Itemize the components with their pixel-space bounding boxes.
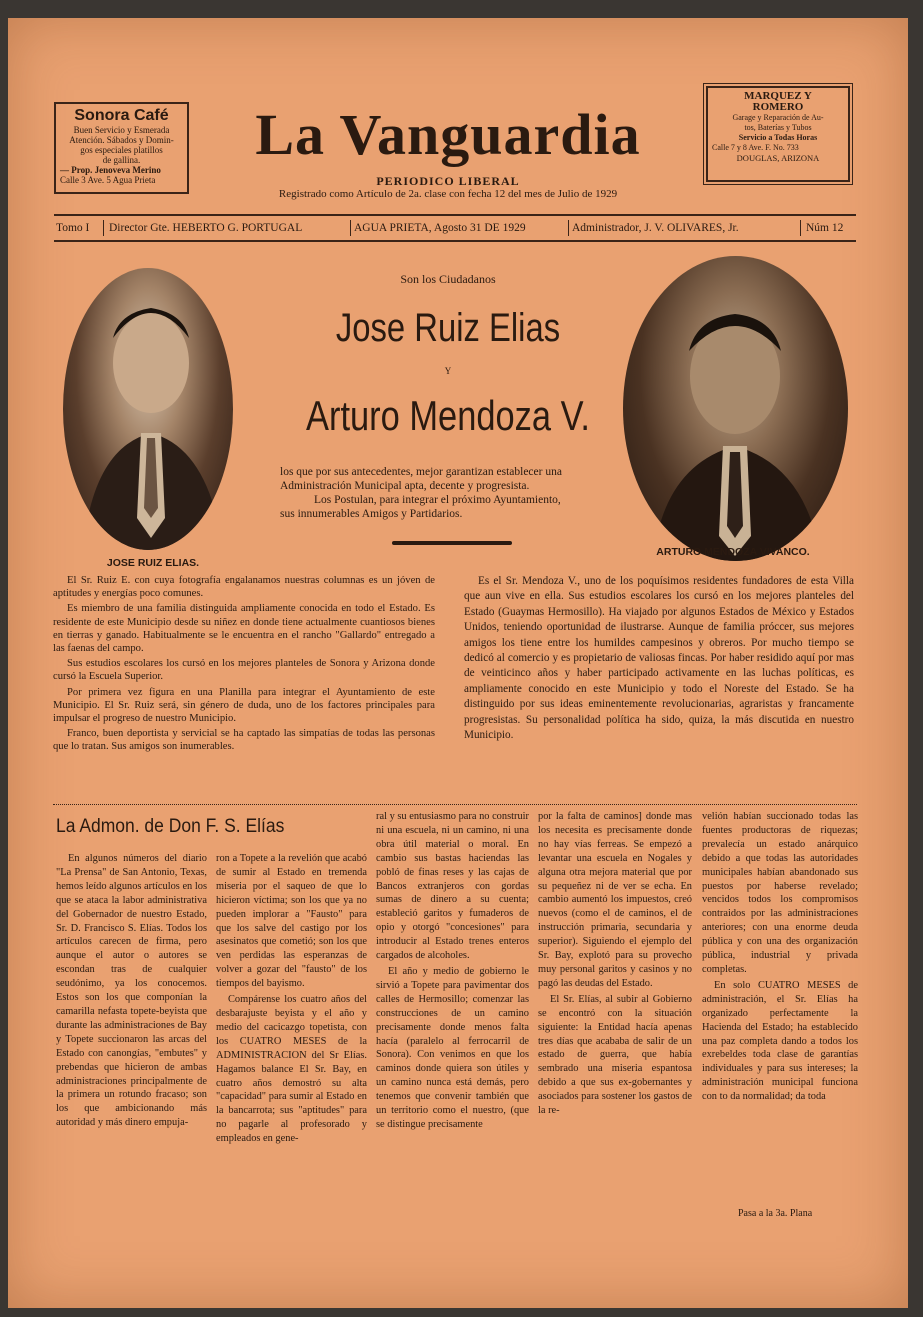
registration-line: Registrado como Artículo de 2a. clase con fecha 12 del mes de Julio de 1929 — [278, 188, 618, 200]
blurb-line: los que por sus antecedentes, mejor garantizan establecer una — [280, 466, 562, 478]
issue-number: Núm 12 — [806, 222, 844, 234]
sonora-cafe-ad — [54, 102, 189, 194]
ad-name: Sonora Café — [74, 107, 169, 124]
paragraph: En algunos números del diario "La Prensa" de San Antonio, Texas, hemos leído algunos artículos en los que se ataca la labor administrativa del Gobernador de nuestro Estado, Sr. D. Francisco S. Elías. Todos los artículos carecen de firma, pero aunque el autor o autores se escondan tras de cualquier seudónimo, ya los conocemos. Estos son los que componían la camarilla nefasta topete-beyista que durante las administraciones de Bay y Topete succionaron las arcas del Estado con canongías, "embutes" y prebendas que hicieron de ambas administraciones principalmente de la primera un rotundo fracaso; son los que ambicionando más autoridad y más dinero empuja- — [56, 853, 207, 1129]
headline-blurb — [280, 465, 620, 521]
section-divider — [53, 804, 857, 805]
paragraph: En solo CUATRO MESES de administración, el Sr. Elías ha organizado perfectamente la Hacienda del Estado; ha establecido una paz completa dando a todos los exrebeldes toda clase de garantías individuales y para sus intereses; la administración municipal funciona con to da normalidad; da toda — [702, 979, 858, 1103]
ad-service: Servicio a Todas Horas — [738, 133, 818, 142]
paragraph: El año y medio de gobierno le sirvió a Topete para pavimentar dos calles de Hermosillo; comenzar las construcciones de un camino precisamente donde menos falta hacía (paralelo al ferrocarril de Sonora). Con venimos en que los caminos donde quiera son útiles y un camino nunca está demás, pero tenemos que convenir también que un territorio como el nuestro, (que se distingue precisamente — [376, 965, 529, 1130]
paragraph: El Sr. Ruiz E. con cuya fotografía engalanamos nuestras columnas es un jóven de aptitudes y energías poco comunes. — [53, 575, 435, 600]
info-bar — [54, 218, 856, 238]
portrait-arturo-mendoza — [623, 256, 848, 561]
masthead-subtitle: PERIODICO LIBERAL — [376, 174, 520, 188]
ad-address: Calle 3 Ave. 5 Agua Prieta — [60, 175, 156, 185]
tomo: Tomo I — [56, 222, 90, 234]
ad-line: tos, Baterías y Tubos — [744, 123, 812, 132]
bio-right — [464, 574, 854, 745]
continued-note: Pasa a la 3a. Plana — [738, 1208, 813, 1219]
marquez-romero-ad — [706, 86, 850, 182]
administrator: Administrador, J. V. OLIVARES, Jr. — [572, 222, 739, 234]
article-title: La Admon. de Don F. S. Elías — [56, 816, 285, 837]
ad-owner: — Prop. Jenoveva Merino — [60, 165, 161, 175]
ad-name: MARQUEZ Y — [744, 90, 812, 102]
article-col-2 — [216, 852, 367, 1148]
paragraph: Por primera vez figura en una Planilla para integrar el Ayuntamiento de este Municipio. El Sr. Ruiz será, sin género de duda, uno de los factores principales para impulsar el progreso de nuestro Municipio. — [53, 686, 435, 725]
paragraph: Sus estudios escolares los cursó en los mejores planteles de Sonora y Arizona donde cursó la Escuela Superior. — [53, 658, 435, 683]
caption-left: JOSE RUIZ ELIAS. — [106, 557, 200, 569]
ad-line: Atención. Sábados y Domin- — [69, 135, 174, 145]
article-col-5 — [702, 810, 858, 1106]
ad-address: Calle 7 y 8 Ave. F. No. 733 — [712, 143, 799, 152]
paragraph: por la falta de caminos] donde mas los necesita es precisamente donde no hay vías ferreas. Se empezó a levantar una escuela en Nogales y alguna otra mejora material que por su pequeñez ni de ver se echa. En cambio aumentó los impuestos, creó nuevos (como el de caminos, el de instrucción primaria, secundaria y superior). Siguiendo el ejemplo del Sr. Bay, explotó para su provecho muy personal garitos y casinos y no pagó las deudas del Estado. — [538, 811, 692, 989]
paragraph: velión habían succionado todas las fuentes productoras de riquezas; prevalecía un estado anárquico debido a que todas las autoridades municipales habían abandonado sus puestos por haberse revelado; vencidos todos los compromisos contraidos por las administraciones anteriores; con una enorme deuda pública y con una des organización pública, industrial y privada completas. — [702, 811, 858, 975]
bio-left — [53, 574, 435, 756]
headline-conjunction: Y — [444, 366, 452, 376]
ad-name: ROMERO — [752, 101, 804, 113]
ad-city: DOUGLAS, ARIZONA — [736, 153, 820, 163]
headline-name-2: Arturo Mendoza V. — [305, 392, 590, 439]
headline-name-1: Jose Ruiz Elias — [335, 306, 561, 350]
director: Director Gte. HEBERTO G. PORTUGAL — [109, 222, 303, 234]
paragraph: ron a Topete a la revelión que acabó de sumir al Estado en tremenda miseria por el saqueo de que lo hicieron víctima; son los que ya no pueden implorar a "Fausto" para que los salve del castigo por los asesinatos que cometió; son los que ven perdidas las esperanzas de volver a gozar del "fausto" de los tiempos del bayismo. — [216, 853, 367, 990]
portrait-jose-ruiz-elias — [63, 268, 233, 550]
headline-ornament — [392, 541, 512, 545]
blurb-line: Los Postulan, para integrar el próximo Ayuntamiento, — [314, 494, 561, 506]
article-col-4 — [538, 810, 692, 1120]
ad-line: de gallina. — [102, 155, 141, 165]
headline-kicker: Son los Ciudadanos — [400, 272, 496, 286]
paragraph: Es el Sr. Mendoza V., uno de los poquísimos residentes fundadores de esta Villa que aun vive en ella. Sus estudios escolares los cursó en los mejores planteles del Estado (Guaymas Hermosillo). Ha viajado por algunos Estados de México y Estados Unidos, teniendo oportunidad de ilustrarse. Aunque de familia próccer, sus mejores amigos los tiene entre los humildes campesinos y obreros. Por mucho tiempo se dedicó al comercio y es propietario de valiosas fincas. Por haber residido aquí por mas de veinticinco años y haber participado activamente en las luchas políticas, es ampliamente conocido en este Municipio y todo el Noreste del Estado. Se ha distinguido por sus ideas eminentemente revolucionarias, agraristas y francamente progresistas. Su personalidad política ha sido, quiza, la más discutida en nuestro Municipio. — [464, 575, 854, 742]
masthead-title: La Vanguardia — [255, 102, 641, 167]
date-line: AGUA PRIETA, Agosto 31 DE 1929 — [354, 222, 526, 234]
paragraph: Franco, buen deportista y servicial se ha captado las simpatías de todas las personas que lo tratan. Sus amigos son inumerables. — [53, 728, 435, 753]
article-col-1 — [56, 852, 207, 1132]
article-col-3 — [376, 810, 529, 1134]
paragraph: Es miembro de una familia distinguida ampliamente conocida en todo el Estado. Es residente de este Municipio desde su niñez en donde tiene actualmente cuantiosos bienes en tierras y ganado. Habitualmente se le encuentra en el rancho "Gallardo" entregado a las faenas del campo. — [53, 603, 435, 655]
ad-line: gos especiales platillos — [80, 145, 163, 155]
paragraph: ral y su entusiasmo para no construir ni una escuela, ni un camino, ni una obra útil material o moral. En cambio sus bastas haciendas las pobló de finas reses y las cajas de Bancos extranjeros con gordas sumas de dinero a su cuenta; estableció garitos y fumaderos de opio y otorgó "concesiones" para introducir al Estado trenes enteros cargados de alcoholes. — [376, 811, 529, 962]
blurb-line: Administración Municipal apta, decente y progresista. — [280, 480, 530, 492]
caption-right: ARTURO MENDOZA VIVANCO. — [656, 546, 810, 558]
ad-line: Garage y Reparación de Au- — [732, 113, 824, 122]
ad-line: Buen Servicio y Esmerada — [73, 125, 170, 135]
newspaper-page — [8, 18, 908, 1308]
paragraph: Compárense los cuatro años del desbarajuste beyista y el año y medio del cacicazgo topetista, con los CUATRO MESES de la ADMINISTRACION del Sr Elías. Hagamos balance El Sr. Bay, en cuatro años demostró su alta "capacidad" para sumir al Estado en la bancarrota; sus "aptitudes" para no pagarle al profesorado y empleados en gene- — [216, 994, 367, 1145]
paragraph: El Sr. Elías, al subir al Gobierno se encontró con la situación siguiente: la Entidad hacía apenas tres días que acababa de salir de un estado de guerra, que había sembrado una miseria espantosa debido a que sus ex-gobernantes y asociados para sostener los gastos de la re- — [538, 993, 692, 1117]
blurb-line: sus innumerables Amigos y Partidarios. — [280, 508, 463, 520]
